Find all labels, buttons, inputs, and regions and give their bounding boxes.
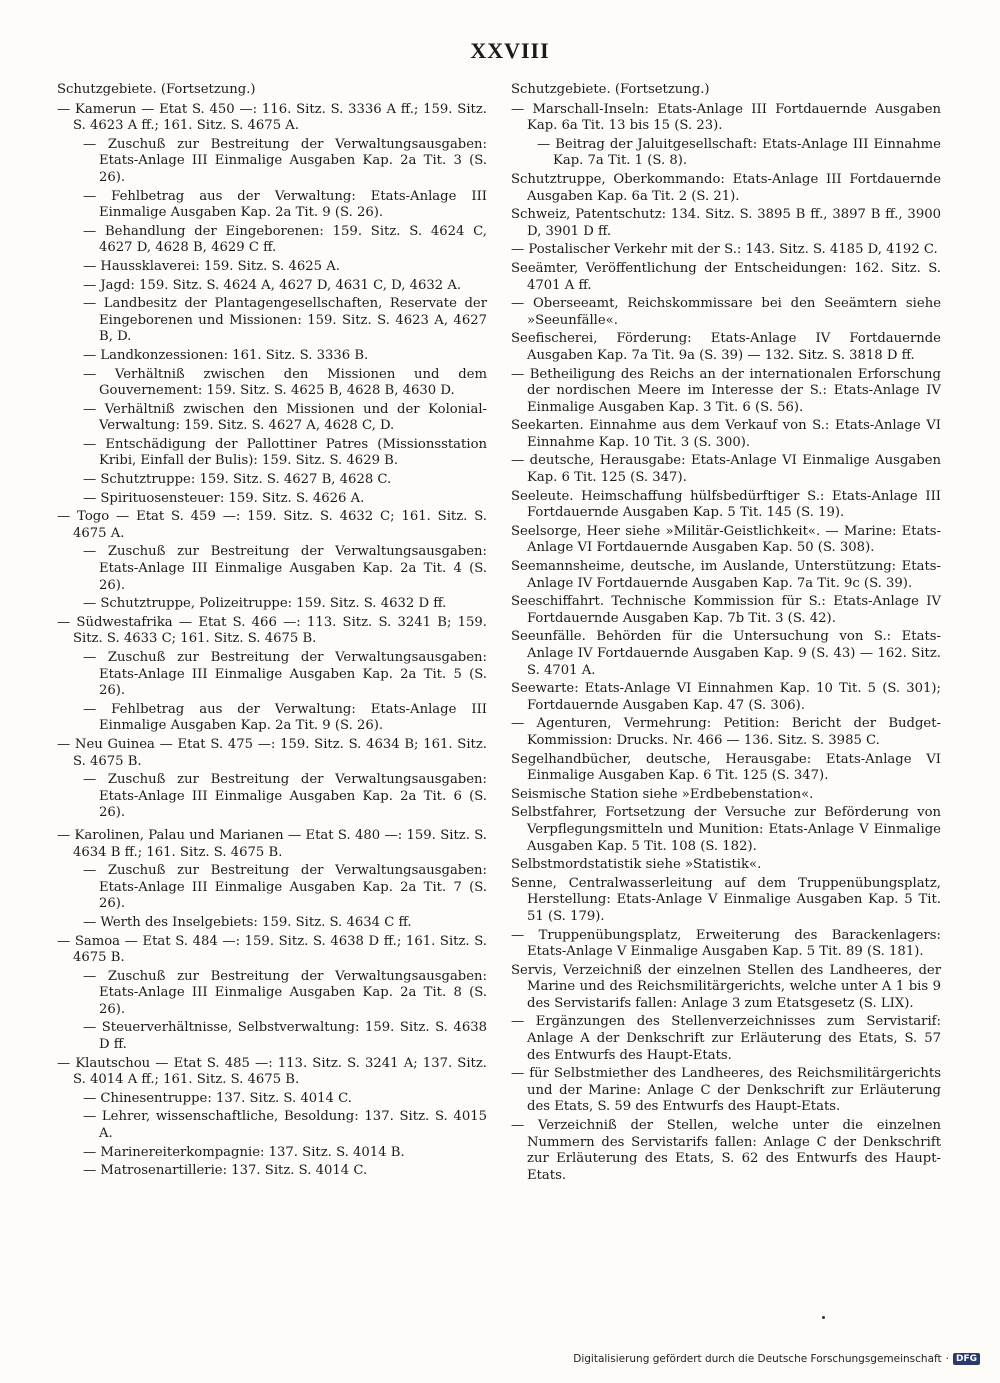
index-entry: Seewarte: Etats-Anlage VI Einnahmen Kap. 10 Tit. 5 (S. 301); Fortdauernde Ausgaben Kap. 47 (S. 306). [511, 681, 941, 713]
index-entry: — Ergänzungen des Stellenverzeichnisses zum Servistarif: Anlage A der Denkschrift zur Erläuterung des Etats, S. 57 des Entwurfs des Haupt-Etats. [511, 1014, 941, 1063]
index-subentry: — Zuschuß zur Bestreitung der Verwaltungsausgaben: Etats-Anlage III Einmalige Ausgaben Kap. 2a Tit. 6 (S. 26). [83, 772, 487, 821]
index-subentry: — Lehrer, wissenschaftliche, Besoldung: 137. Sitz. S. 4015 A. [83, 1109, 487, 1142]
right-column [511, 82, 941, 1186]
index-subentry: — Zuschuß zur Bestreitung der Verwaltungsausgaben: Etats-Anlage III Einmalige Ausgaben Kap. 2a Tit. 8 (S. 26). [83, 968, 487, 1017]
section-heading: Schutzgebiete. (Fortsetzung.) [511, 82, 710, 97]
index-entry: — Samoa — Etat S. 484 —: 159. Sitz. S. 4638 D ff.; 161. Sitz. S. 4675 B. [57, 933, 487, 966]
index-entry: — Kamerun — Etat S. 450 —: 116. Sitz. S. 3336 A ff.; 159. Sitz. S. 4623 A ff.; 161. Sitz. S. 4675 A. [57, 101, 487, 134]
print-speck [822, 1316, 825, 1319]
index-entry: Seekarten. Einnahme aus dem Verkauf von S.: Etats-Anlage VI Einnahme Kap. 10 Tit. 3 (S. 300). [511, 418, 941, 450]
index-subentry: — Entschädigung der Pallottiner Patres (Missionsstation Kribi, Einfall der Bulis): 159. Sitz. S. 4629 B. [83, 436, 487, 469]
index-subentry: — Fehlbetrag aus der Verwaltung: Etats-Anlage III Einmalige Ausgaben Kap. 2a Tit. 9 (S. 26). [83, 701, 487, 734]
index-entry: Seefischerei, Förderung: Etats-Anlage IV Fortdauernde Ausgaben Kap. 7a Tit. 9a (S. 39) — 132. Sitz. S. 3818 D ff. [511, 331, 941, 363]
dfg-logo: DFG [953, 1353, 980, 1365]
index-entry: — Marschall-Inseln: Etats-Anlage III Fortdauernde Ausgaben Kap. 6a Tit. 13 bis 15 (S. 23). [511, 101, 941, 134]
index-subentry: — Landbesitz der Plantagengesellschaften, Reservate der Eingeborenen und Missionen: 159. Sitz. S. 4623 A, 4627 B, D. [83, 296, 487, 345]
left-column [57, 82, 487, 1182]
index-entry: Schutztruppe, Oberkommando: Etats-Anlage III Fortdauernde Ausgaben Kap. 6a Tit. 2 (S. 21). [511, 171, 941, 204]
index-subentry: — Zuschuß zur Bestreitung der Verwaltungsausgaben: Etats-Anlage III Einmalige Ausgaben Kap. 2a Tit. 4 (S. 26). [83, 544, 487, 593]
index-subentry: — Landkonzessionen: 161. Sitz. S. 3336 B. [83, 347, 369, 363]
index-subentry: — Chinesentruppe: 137. Sitz. S. 4014 C. [83, 1090, 352, 1106]
index-entry: — Südwestafrika — Etat S. 466 —: 113. Sitz. S. 3241 B; 159. Sitz. S. 4633 C; 161. Sitz. S. 4675 B. [57, 614, 487, 647]
index-entry: — Karolinen, Palau und Marianen — Etat S. 480 —: 159. Sitz. S. 4634 B ff.; 161. Sitz. S. 4675 B. [57, 827, 487, 860]
index-subentry: — Marinereiterkompagnie: 137. Sitz. S. 4014 B. [83, 1144, 405, 1160]
index-subentry: — Verhältniß zwischen den Missionen und dem Gouvernement: 159. Sitz. S. 4625 B, 4628 B, 4630 D. [83, 366, 487, 399]
index-entry: Selbstmordstatistik siehe »Statistik«. [511, 857, 762, 873]
index-subentry: — Zuschuß zur Bestreitung der Verwaltungsausgaben: Etats-Anlage III Einmalige Ausgaben Kap. 2a Tit. 5 (S. 26). [83, 650, 487, 699]
index-subentry: — Schutztruppe, Polizeitruppe: 159. Sitz. S. 4632 D ff. [83, 596, 447, 612]
index-entry: Schweiz, Patentschutz: 134. Sitz. S. 3895 B ff., 3897 B ff., 3900 D, 3901 D ff. [511, 207, 941, 239]
footer-separator: · [945, 1353, 949, 1365]
index-entry: — Klautschou — Etat S. 485 —: 113. Sitz. S. 3241 A; 137. Sitz. S. 4014 A ff.; 161. Sitz. S. 4675 B. [57, 1055, 487, 1088]
index-entry: Servis, Verzeichniß der einzelnen Stellen des Landheeres, der Marine und des Reichsmilitärgerichts, welche unter A 1 bis 9 des Servistarifs fallen: Anlage 3 zum Etatsgesetz (S. LIX). [511, 962, 941, 1011]
index-entry: — für Selbstmiether des Landheeres, des Reichsmilitärgerichts und der Marine: Anlage C der Denkschrift zur Erläuterung des Etats, S. 59 des Entwurfs des Haupt-Etats. [511, 1066, 941, 1115]
footer [573, 1353, 980, 1365]
footer-text: Digitalisierung gefördert durch die Deutsche Forschungsgemeinschaft [573, 1353, 942, 1365]
index-subentry: — Spirituosensteuer: 159. Sitz. S. 4626 A. [83, 490, 365, 506]
index-entry: — Togo — Etat S. 459 —: 159. Sitz. S. 4632 C; 161. Sitz. S. 4675 A. [57, 509, 487, 541]
index-entry: Seeschiffahrt. Technische Kommission für S.: Etats-Anlage IV Fortdauernde Ausgaben Kap. 7b Tit. 3 (S. 42). [511, 594, 941, 626]
index-entry: Seemannsheime, deutsche, im Auslande, Unterstützung: Etats-Anlage IV Fortdauernde Ausgaben Kap. 7a Tit. 9c (S. 39). [511, 559, 941, 591]
index-subentry: — Werth des Inselgebiets: 159. Sitz. S. 4634 C ff. [83, 914, 412, 930]
section-heading: Schutzgebiete. (Fortsetzung.) [57, 82, 256, 97]
index-subentry: — Haussklaverei: 159. Sitz. S. 4625 A. [83, 258, 340, 274]
index-subentry: — Schutztruppe: 159. Sitz. S. 4627 B, 4628 C. [83, 472, 392, 488]
index-subentry: — Verhältniß zwischen den Missionen und der Kolonial-Verwaltung: 159. Sitz. S. 4627 A, 4628 C, D. [83, 401, 487, 434]
index-entry: Segelhandbücher, deutsche, Herausgabe: Etats-Anlage VI Einmalige Ausgaben Kap. 6 Tit. 125 (S. 347). [511, 751, 941, 784]
index-entry: Seismische Station siehe »Erdbebenstation«. [511, 786, 814, 802]
index-entry: — Verzeichniß der Stellen, welche unter die einzelnen Nummern des Servistarifs fallen: Anlage C der Denkschrift zur Erläuterung des Etats, S. 62 des Entwurfs des Haupt-Etats. [511, 1118, 941, 1183]
index-subentry: — Steuerverhältnisse, Selbstverwaltung: 159. Sitz. S. 4638 D ff. [83, 1020, 487, 1053]
index-subentry: — Jagd: 159. Sitz. S. 4624 A, 4627 D, 4631 C, D, 4632 A. [83, 277, 462, 293]
index-entry: — deutsche, Herausgabe: Etats-Anlage VI Einmalige Ausgaben Kap. 6 Tit. 125 (S. 347). [511, 453, 941, 486]
index-entry: Senne, Centralwasserleitung auf dem Truppenübungsplatz, Herstellung: Etats-Anlage V Einmalige Ausgaben Kap. 5 Tit. 51 (S. 179). [511, 875, 941, 924]
index-entry: Seeleute. Heimschaffung hülfsbedürftiger S.: Etats-Anlage III Fortdauernde Ausgaben Kap. 5 Tit. 145 (S. 19). [511, 488, 941, 521]
index-entry: — Postalischer Verkehr mit der S.: 143. Sitz. S. 4185 D, 4192 C. [511, 242, 938, 258]
page-number: XXVIII [470, 38, 550, 63]
index-entry: — Agenturen, Vermehrung: Petition: Bericht der Budget-Kommission: Drucks. Nr. 466 — 136. Sitz. S. 3985 C. [511, 716, 941, 748]
index-entry: Seeämter, Veröffentlichung der Entscheidungen: 162. Sitz. S. 4701 A ff. [511, 260, 941, 293]
index-entry: — Neu Guinea — Etat S. 475 —: 159. Sitz. S. 4634 B; 161. Sitz. S. 4675 B. [57, 736, 487, 769]
index-entry: — Oberseeamt, Reichskommissare bei den Seeämtern siehe »Seeunfälle«. [511, 296, 941, 328]
index-entry: Seelsorge, Heer siehe »Militär-Geistlichkeit«. — Marine: Etats-Anlage VI Fortdauernde Ausgaben Kap. 50 (S. 308). [511, 523, 941, 556]
index-subentry: — Fehlbetrag aus der Verwaltung: Etats-Anlage III Einmalige Ausgaben Kap. 2a Tit. 9 (S. 26). [83, 188, 487, 221]
index-entry: Seeunfälle. Behörden für die Untersuchung von S.: Etats-Anlage IV Fortdauernde Ausgaben Kap. 9 (S. 43) — 162. Sitz. S. 4701 A. [511, 629, 941, 678]
index-subentry: — Beitrag der Jaluitgesellschaft: Etats-Anlage III Einnahme Kap. 7a Tit. 1 (S. 8). [537, 136, 941, 169]
index-entry: Selbstfahrer, Fortsetzung der Versuche zur Beförderung von Verpflegungsmitteln und Munition: Etats-Anlage V Einmalige Ausgaben Kap. 5 Tit. 108 (S. 182). [511, 805, 941, 854]
index-subentry: — Matrosenartillerie: 137. Sitz. S. 4014 C. [83, 1163, 368, 1179]
index-entry: — Truppenübungsplatz, Erweiterung des Barackenlagers: Etats-Anlage V Einmalige Ausgaben Kap. 5 Tit. 89 (S. 181). [511, 927, 941, 960]
index-subentry: — Zuschuß zur Bestreitung der Verwaltungsausgaben: Etats-Anlage III Einmalige Ausgaben Kap. 2a Tit. 3 (S. 26). [83, 136, 487, 185]
index-subentry: — Behandlung der Eingeborenen: 159. Sitz. S. 4624 C, 4627 D, 4628 B, 4629 C ff. [83, 223, 487, 256]
index-subentry: — Zuschuß zur Bestreitung der Verwaltungsausgaben: Etats-Anlage III Einmalige Ausgaben Kap. 2a Tit. 7 (S. 26). [83, 863, 487, 912]
index-entry: — Betheiligung des Reichs an der internationalen Erforschung der nordischen Meere im Interesse der S.: Etats-Anlage IV Einmalige Ausgaben Kap. 3 Tit. 6 (S. 56). [511, 366, 941, 415]
